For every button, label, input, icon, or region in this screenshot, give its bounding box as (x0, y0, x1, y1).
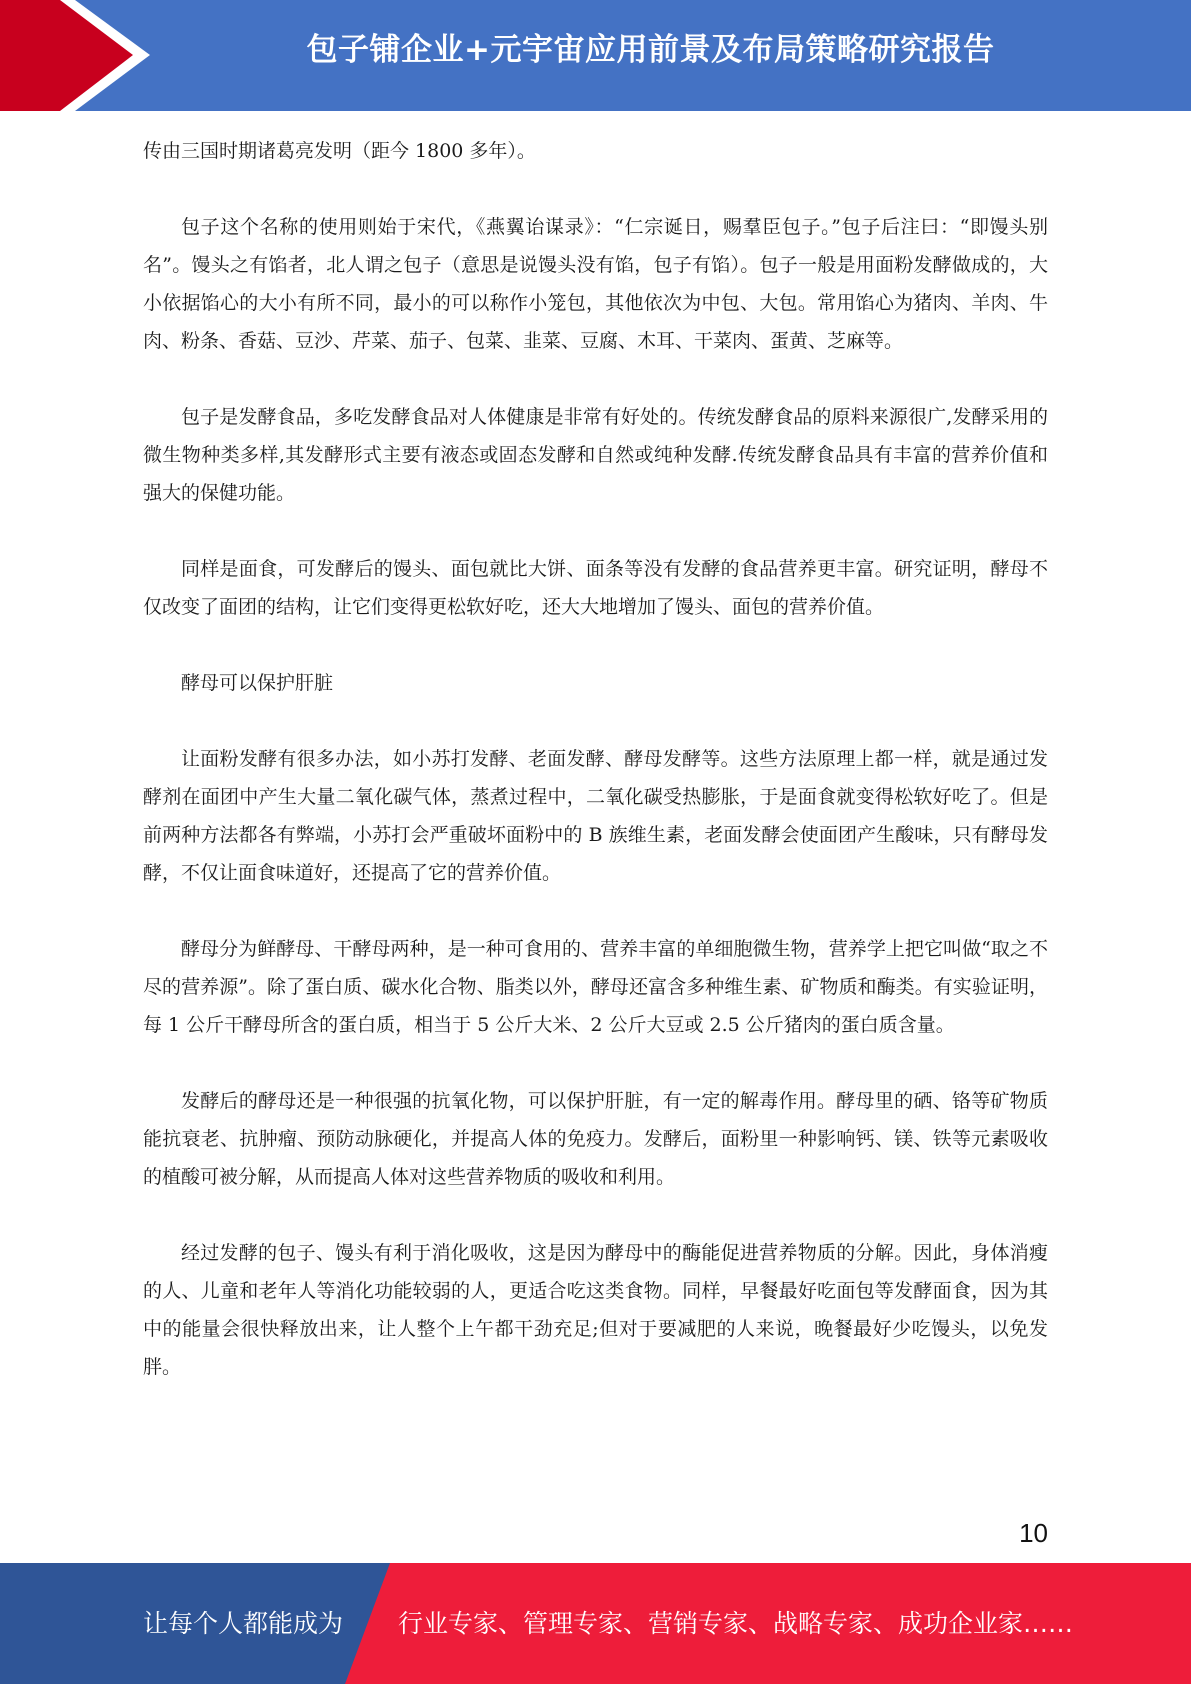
section-heading: 酵母可以保护肝脏 (181, 672, 334, 694)
document-body (143, 132, 1048, 1386)
paragraph: 传由三国时期诸葛亮发明（距今 1800 多年）。 (143, 140, 536, 162)
paragraph: 包子是发酵食品，多吃发酵食品对人体健康是非常有好处的。传统发酵食品的原料来源很广,发酵采用的微生物种类多样,其发酵形式主要有液态或固态发酵和自然或纯种发酵.传统发酵食品具有丰富的营养价值和强大的保健功能。 (143, 406, 1048, 504)
page-number: 10 (1019, 1518, 1048, 1548)
paragraph: 酵母分为鲜酵母、干酵母两种，是一种可食用的、营养丰富的单细胞微生物，营养学上把它叫做“取之不尽的营养源”。除了蛋白质、碳水化合物、脂类以外，酵母还富含多种维生素、矿物质和酶类。有实验证明，每 1 公斤干酵母所含的蛋白质，相当于 5 公斤大米、2 公斤大豆或 2.5 公斤猪肉的蛋白质含量。 (143, 938, 1048, 1036)
footer-slogan-right: 行业专家、管理专家、营销专家、战略专家、成功企业家…… (398, 1609, 1074, 1638)
page-header (0, 0, 1191, 111)
paragraph: 包子这个名称的使用则始于宋代，《燕翼诒谋录》：“仁宗诞日，赐羣臣包子。”包子后注曰：“即馒头别名”。馒头之有馅者，北人谓之包子（意思是说馒头没有馅，包子有馅）。包子一般是用面粉发酵做成的，大小依据馅心的大小有所不同，最小的可以称作小笼包，其他依次为中包、大包。常用馅心为猪肉、羊肉、牛肉、粉条、香菇、豆沙、芹菜、茄子、包菜、韭菜、豆腐、木耳、干菜肉、蛋黄、芝麻等。 (143, 216, 1048, 352)
header-arrow-decoration (0, 0, 150, 111)
paragraph: 发酵后的酵母还是一种很强的抗氧化物，可以保护肝脏，有一定的解毒作用。酵母里的硒、铬等矿物质能抗衰老、抗肿瘤、预防动脉硬化，并提高人体的免疫力。发酵后，面粉里一种影响钙、镁、铁等元素吸收的植酸可被分解，从而提高人体对这些营养物质的吸收和利用。 (143, 1090, 1048, 1188)
paragraph: 让面粉发酵有很多办法，如小苏打发酵、老面发酵、酵母发酵等。这些方法原理上都一样，就是通过发酵剂在面团中产生大量二氧化碳气体，蒸煮过程中，二氧化碳受热膨胀，于是面食就变得松软好吃了。但是前两种方法都各有弊端，小苏打会严重破坏面粉中的 B 族维生素，老面发酵会使面团产生酸味，只有酵母发酵，不仅让面食味道好，还提高了它的营养价值。 (143, 748, 1048, 884)
footer-slogan-left: 让每个人都能成为 (143, 1609, 344, 1638)
paragraph: 同样是面食，可发酵后的馒头、面包就比大饼、面条等没有发酵的食品营养更丰富。研究证明，酵母不仅改变了面团的结构，让它们变得更松软好吃，还大大地增加了馒头、面包的营养价值。 (143, 558, 1048, 618)
page-footer (0, 1563, 1191, 1684)
report-title: 包子铺企业+元宇宙应用前景及布局策略研究报告 (306, 32, 995, 68)
paragraph: 经过发酵的包子、馒头有利于消化吸收，这是因为酵母中的酶能促进营养物质的分解。因此，身体消瘦的人、儿童和老年人等消化功能较弱的人，更适合吃这类食物。同样，早餐最好吃面包等发酵面食，因为其中的能量会很快释放出来，让人整个上午都干劲充足;但对于要减肥的人来说，晚餐最好少吃馒头，以免发胖。 (143, 1242, 1048, 1378)
